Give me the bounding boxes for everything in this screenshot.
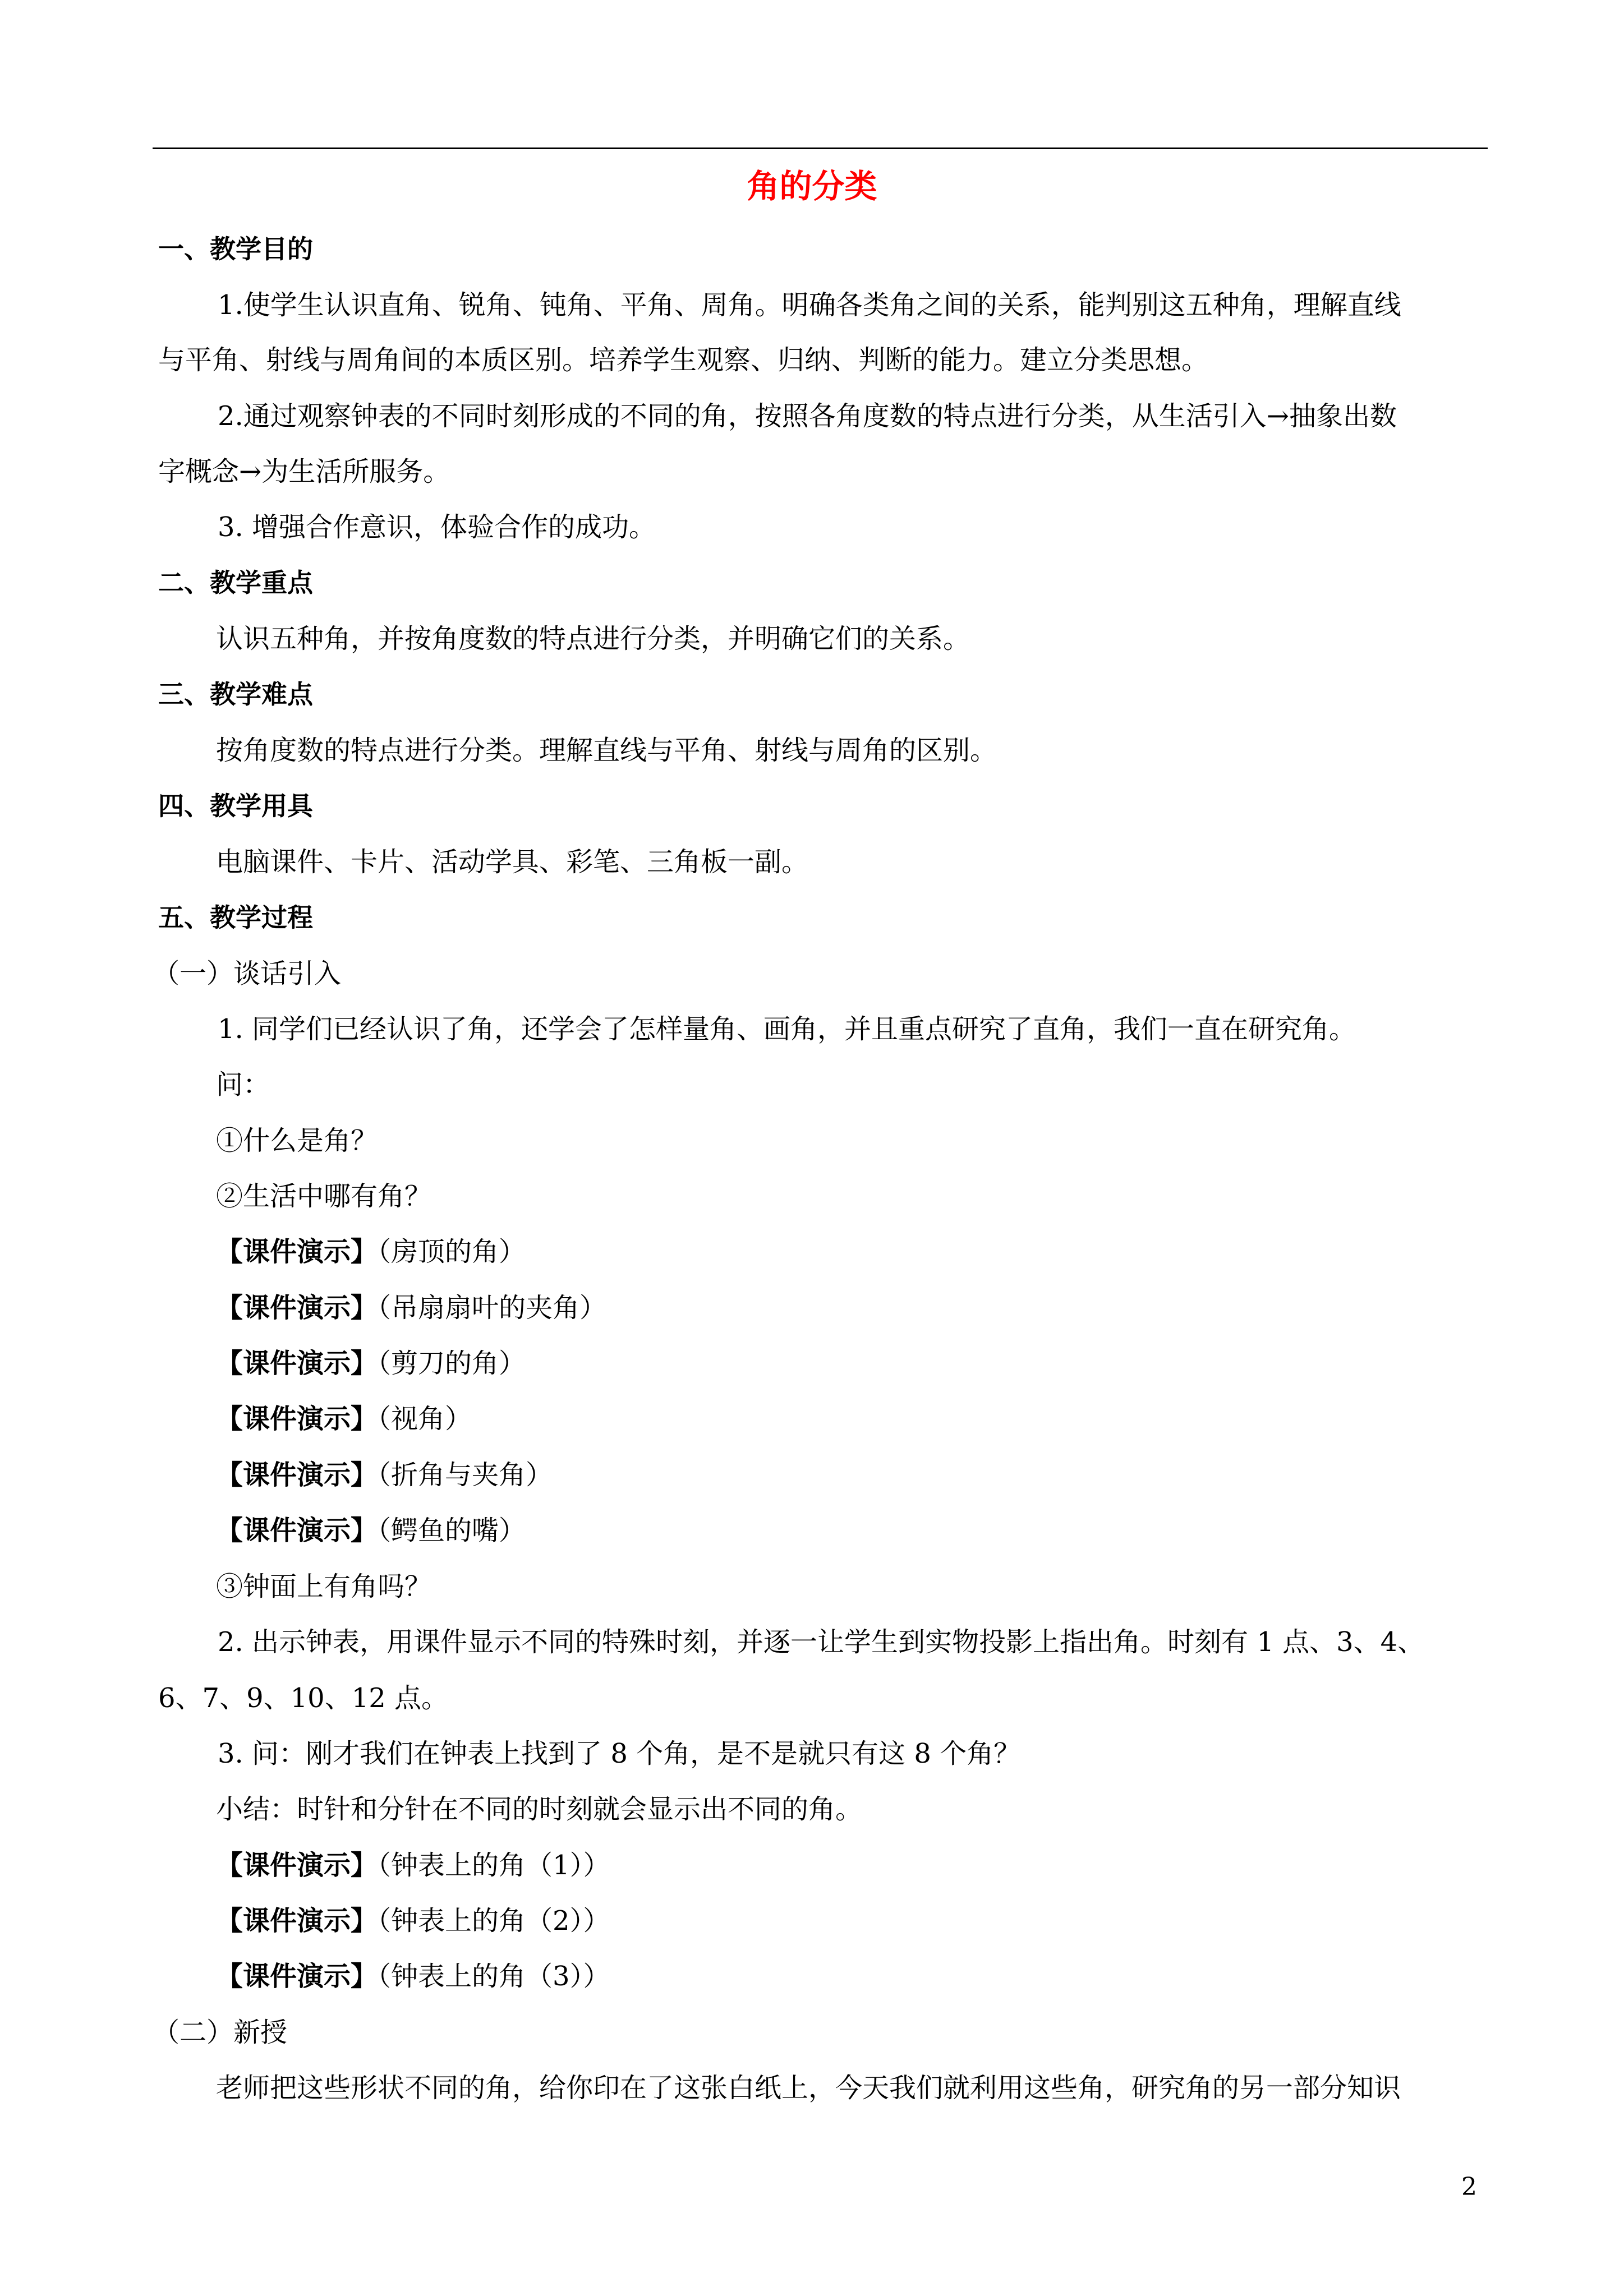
subsection-heading: （二）新授 [153,2017,288,2048]
courseware-demo-label: 【课件演示】 [216,1961,378,1992]
summary-line: 小结：时针和分针在不同的时刻就会显示出不同的角。 [216,1794,863,1825]
page-number: 2 [1461,2173,1477,2201]
courseware-demo-line [216,1291,606,1325]
paragraph-line: 2. 出示钟表，用课件显示不同的特殊时刻，并逐一让学生到实物投影上指出角。时刻有 1 点、3、4、 [218,1626,1425,1658]
courseware-demo-text: （鳄鱼的嘴） [378,1515,526,1546]
courseware-demo-text: （剪刀的角） [378,1348,526,1379]
courseware-demo-line [216,1235,526,1269]
courseware-demo-label: 【课件演示】 [216,1236,378,1267]
courseware-demo-line [216,1402,472,1436]
paragraph-line: 认识五种角，并按角度数的特点进行分类，并明确它们的关系。 [216,623,970,654]
section-heading: 三、教学难点 [158,679,313,709]
paragraph-line: 6、7、9、10、12 点。 [158,1682,449,1714]
question-line: ③钟面上有角吗？ [216,1571,432,1602]
courseware-demo-line [216,1904,610,1938]
courseware-demo-line [216,1347,526,1380]
courseware-demo-label: 【课件演示】 [216,1459,378,1491]
question-line: ②生活中哪有角？ [216,1181,432,1212]
courseware-demo-text: （吊扇扇叶的夹角） [378,1292,607,1324]
courseware-demo-line [216,1514,526,1547]
courseware-demo-text: （房顶的角） [378,1236,526,1267]
courseware-demo-label: 【课件演示】 [216,1905,378,1937]
page-title: 角的分类 [747,167,877,205]
courseware-demo-text: （折角与夹角） [378,1459,553,1491]
paragraph-line: 按角度数的特点进行分类。理解直线与平角、射线与周角的区别。 [216,735,997,766]
courseware-demo-text: （钟表上的角（3）） [378,1961,610,1992]
courseware-demo-label: 【课件演示】 [216,1292,378,1324]
section-heading: 四、教学用具 [158,791,313,821]
courseware-demo-label: 【课件演示】 [216,1348,378,1379]
paragraph-line: 1. 同学们已经认识了角，还学会了怎样量角、画角，并且重点研究了直角，我们一直在研究角。 [218,1013,1356,1045]
courseware-demo-label: 【课件演示】 [216,1515,378,1546]
section-heading: 五、教学过程 [158,902,313,933]
paragraph-line: 3. 问：刚才我们在钟表上找到了 8 个角，是不是就只有这 8 个角？ [218,1738,1021,1769]
section-heading: 一、教学目的 [158,234,313,264]
paragraph-line: 1.使学生认识直角、锐角、钝角、平角、周角。明确各类角之间的关系，能判别这五种角，理解直线 [218,289,1401,321]
paragraph-line: 字概念→为生活所服务。 [158,456,450,487]
courseware-demo-line [216,1848,610,1882]
courseware-demo-line [216,1458,553,1492]
courseware-demo-text: （钟表上的角（1）） [378,1850,610,1881]
subsection-heading: （一）谈话引入 [153,958,342,989]
paragraph-line: 电脑课件、卡片、活动学具、彩笔、三角板一副。 [216,846,809,878]
paragraph-line: 老师把这些形状不同的角，给你印在了这张白纸上，今天我们就利用这些角，研究角的另一部分知识 [216,2072,1401,2104]
paragraph-line: 3. 增强合作意识，体验合作的成功。 [218,511,656,543]
question-line: ①什么是角？ [216,1125,378,1156]
courseware-demo-label: 【课件演示】 [216,1403,378,1435]
courseware-demo-text: （视角） [378,1403,472,1435]
section-heading: 二、教学重点 [158,568,313,598]
paragraph-line: 问： [216,1069,270,1100]
courseware-demo-text: （钟表上的角（2）） [378,1905,610,1937]
header-rule [153,147,1488,149]
courseware-demo-line [216,1960,610,1993]
paragraph-line: 2.通过观察钟表的不同时刻形成的不同的角，按照各角度数的特点进行分类，从生活引入→抽象出数 [218,400,1397,432]
paragraph-line: 与平角、射线与周角间的本质区别。培养学生观察、归纳、判断的能力。建立分类思想。 [158,344,1209,376]
courseware-demo-label: 【课件演示】 [216,1850,378,1881]
